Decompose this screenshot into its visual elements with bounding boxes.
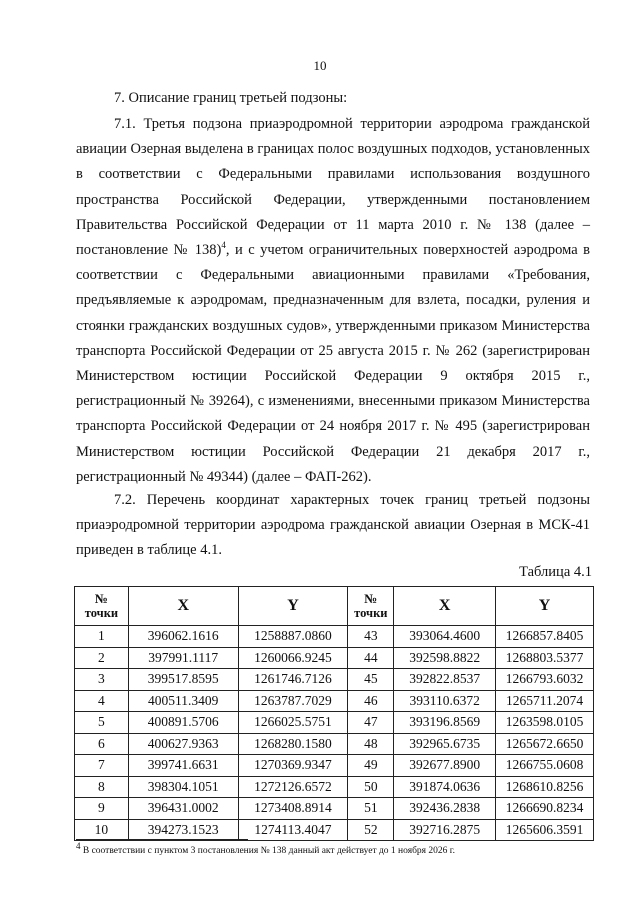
cell-y: 1266755.0608 — [496, 755, 594, 777]
table-row — [75, 798, 594, 820]
cell-point-number: 1 — [75, 626, 129, 648]
cell-point-number: 43 — [348, 626, 394, 648]
cell-point-number: 44 — [348, 647, 394, 669]
cell-x: 400511.3409 — [128, 690, 238, 712]
paragraph-7-1-text-end: , и с учетом ограничительных поверхностей аэродрома в соответствии с Федеральными авиационными правилами «Требования, предъявляемые к аэродромам, предназначенным для взлета, посадки, руления и стоянки гражданских воздушных судов», утвержденными приказом Министерства транспорта Российской Федерации от 25 августа 2015 г. № 262 (зарегистрирован Министерством юстиции Российской Федерации 9 октября 2015 г., регистрационный № 39264), с изменениями, внесенными приказом Министерства транспорта Российской Федерации от 24 ноября 2017 г. № 495 (зарегистрирован Министерством юстиции Российской Федерации 21 декабря 2017 г., регистрационный № 49344) (далее – ФАП-262). — [76, 242, 591, 485]
table-row — [75, 626, 594, 648]
cell-y: 1263787.7029 — [238, 690, 348, 712]
paragraph-7-1-text-start: 7.1. Третья подзона приаэродромной территории аэродрома гражданской авиации Озерная выделена в границах полос воздушных подходов, установленных в соответствии с Федеральными правилами использования воздушного пространства Российской Федерации, утвержденными постановлением Правительства Российской Федерации от 11 марта 2010 г. № 138 (далее – постановление № 138) — [76, 116, 590, 259]
footnote-reference[interactable]: 4 — [221, 240, 226, 251]
coordinates-table — [74, 586, 594, 841]
cell-point-number: 8 — [75, 776, 129, 798]
cell-x: 393064.4600 — [394, 626, 496, 648]
cell-y: 1268610.8256 — [496, 776, 594, 798]
table-row — [75, 647, 594, 669]
section-heading — [76, 86, 590, 111]
cell-x: 394273.1523 — [128, 819, 238, 841]
cell-y: 1266025.5751 — [238, 712, 348, 734]
cell-y: 1266857.8405 — [496, 626, 594, 648]
header-point-number-left: № точки — [75, 587, 129, 626]
cell-x: 396431.0002 — [128, 798, 238, 820]
cell-point-number: 51 — [348, 798, 394, 820]
cell-x: 392716.2875 — [394, 819, 496, 841]
footnote-marker: 4 — [76, 840, 81, 851]
cell-y: 1258887.0860 — [238, 626, 348, 648]
cell-point-number: 4 — [75, 690, 129, 712]
cell-point-number: 45 — [348, 669, 394, 691]
header-y-right: Y — [496, 587, 594, 626]
cell-point-number: 50 — [348, 776, 394, 798]
table-row — [75, 690, 594, 712]
cell-point-number: 9 — [75, 798, 129, 820]
cell-x: 400627.9363 — [128, 733, 238, 755]
table-row — [75, 755, 594, 777]
cell-point-number: 46 — [348, 690, 394, 712]
cell-y: 1270369.9347 — [238, 755, 348, 777]
paragraph-7-1 — [76, 112, 590, 490]
page-number: 10 — [313, 58, 327, 73]
heading-text: 7. Описание границ третьей подзоны: — [114, 90, 348, 106]
cell-point-number: 5 — [75, 712, 129, 734]
cell-y: 1273408.8914 — [238, 798, 348, 820]
cell-x: 392822.8537 — [394, 669, 496, 691]
footnote — [76, 840, 596, 857]
cell-y: 1263598.0105 — [496, 712, 594, 734]
cell-y: 1274113.4047 — [238, 819, 348, 841]
cell-point-number: 7 — [75, 755, 129, 777]
cell-point-number: 10 — [75, 819, 129, 841]
cell-point-number: 3 — [75, 669, 129, 691]
table-header-row — [75, 587, 594, 626]
cell-point-number: 48 — [348, 733, 394, 755]
cell-x: 399517.8595 — [128, 669, 238, 691]
cell-x: 396062.1616 — [128, 626, 238, 648]
cell-y: 1261746.7126 — [238, 669, 348, 691]
cell-point-number: 6 — [75, 733, 129, 755]
cell-y: 1260066.9245 — [238, 647, 348, 669]
cell-y: 1266690.8234 — [496, 798, 594, 820]
cell-point-number: 2 — [75, 647, 129, 669]
cell-y: 1265711.2074 — [496, 690, 594, 712]
table-caption: Таблица 4.1 — [519, 564, 592, 580]
cell-x: 400891.5706 — [128, 712, 238, 734]
cell-y: 1265672.6650 — [496, 733, 594, 755]
footnote-divider — [76, 839, 248, 840]
cell-x: 392436.2838 — [394, 798, 496, 820]
paragraph-7-2 — [76, 488, 590, 564]
table-row — [75, 669, 594, 691]
cell-point-number: 52 — [348, 819, 394, 841]
cell-y: 1272126.6572 — [238, 776, 348, 798]
footnote-text: В соответствии с пунктом 3 постановления № 138 данный акт действует до 1 ноября 2026 г. — [80, 846, 455, 856]
cell-x: 399741.6631 — [128, 755, 238, 777]
table-row — [75, 733, 594, 755]
header-x-left: X — [128, 587, 238, 626]
table-row — [75, 819, 594, 841]
cell-y: 1266793.6032 — [496, 669, 594, 691]
cell-y: 1268803.5377 — [496, 647, 594, 669]
cell-y: 1265606.3591 — [496, 819, 594, 841]
cell-x: 393196.8569 — [394, 712, 496, 734]
table-row — [75, 712, 594, 734]
header-x-right: X — [394, 587, 496, 626]
cell-y: 1268280.1580 — [238, 733, 348, 755]
header-y-left: Y — [238, 587, 348, 626]
cell-x: 392965.6735 — [394, 733, 496, 755]
cell-x: 393110.6372 — [394, 690, 496, 712]
table-row — [75, 776, 594, 798]
cell-x: 398304.1051 — [128, 776, 238, 798]
paragraph-7-2-text: 7.2. Перечень координат характерных точек границ третьей подзоны приаэродромной территории аэродрома гражданской авиации Озерная в МСК-41 приведен в таблице 4.1. — [76, 492, 590, 559]
cell-x: 391874.0636 — [394, 776, 496, 798]
cell-x: 392598.8822 — [394, 647, 496, 669]
header-point-number-right: № точки — [348, 587, 394, 626]
cell-point-number: 47 — [348, 712, 394, 734]
cell-x: 397991.1117 — [128, 647, 238, 669]
cell-point-number: 49 — [348, 755, 394, 777]
cell-x: 392677.8900 — [394, 755, 496, 777]
